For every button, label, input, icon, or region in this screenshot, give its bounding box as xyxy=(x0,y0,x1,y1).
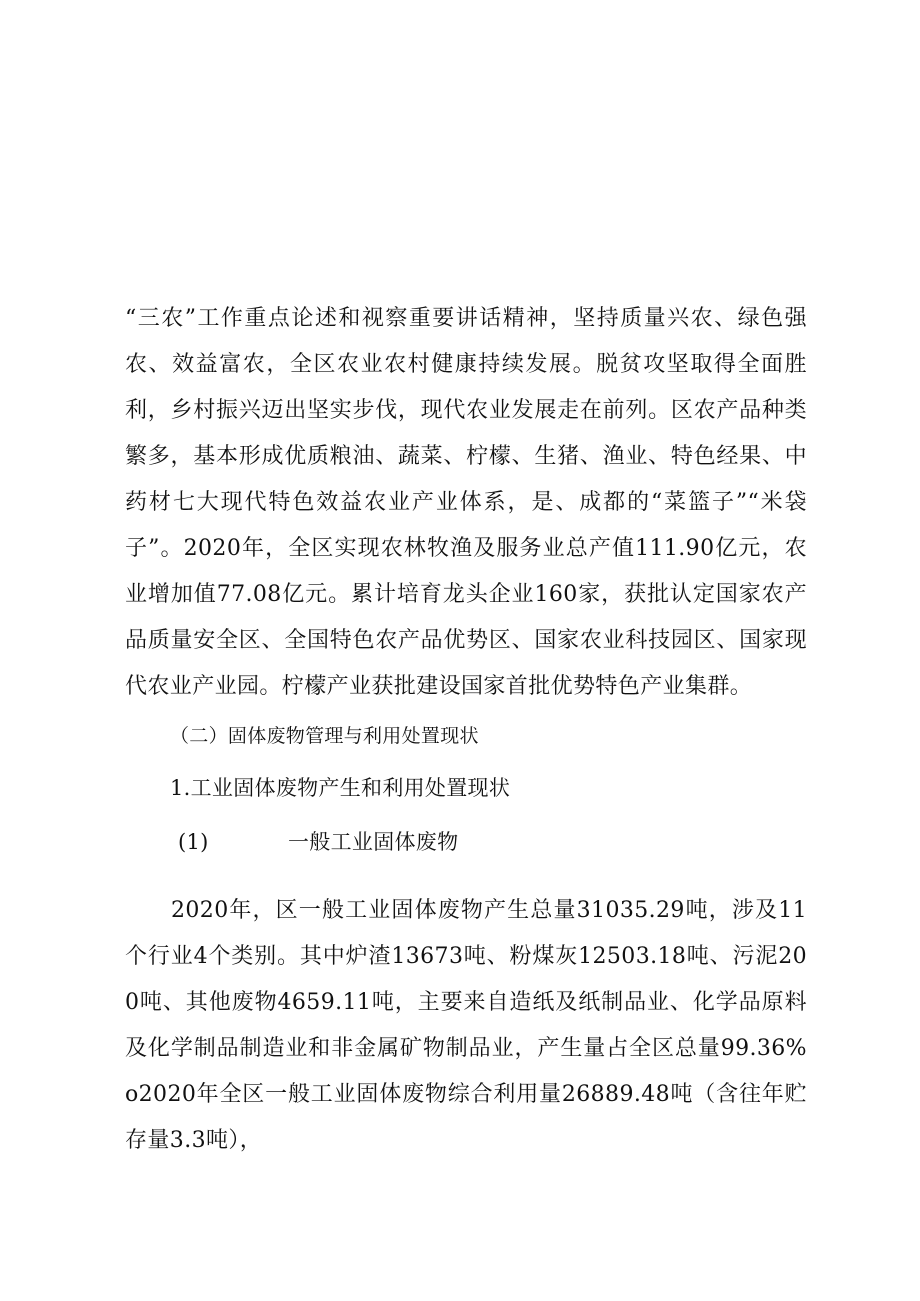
item-number: (1) xyxy=(178,830,209,854)
body-paragraph-solid-waste: 2020年，区一般工业固体废物产生总量31035.29吨，涉及11个行业4个类别。其中炉渣13673吨、粉煤灰12503.18吨、污泥200吨、其他废物4659.11吨，主要来自造纸及纸制品业、化学品原料及化学制品制造业和非金属矿物制品业，产生量占全区总量99.36%o2020年全区一般工业固体废物综合利用量26889.48吨（含往年贮存量3.3吨）， xyxy=(125,898,807,1153)
body-paragraph-agriculture: “三农”工作重点论述和视察重要讲话精神，坚持质量兴农、绿色强农、效益富农，全区农业农村健康持续发展。脱贫攻坚取得全面胜利，乡村振兴迈出坚实步伐，现代农业发展走在前列。区农产品种类繁多，基本形成优质粮油、蔬菜、柠檬、生猪、渔业、特色经果、中药材七大现代特色效益农业产业体系，是、成都的“菜篮子”“米袋子”。2020年，全区实现农林牧渔及服务业总产值111.90亿元，农业增加值77.08亿元。累计培育龙头企业160家，获批认定国家农产品质量安全区、全国特色农产品优势区、国家农业科技园区、国家现代农业产业园。柠檬产业获批建设国家首批优势特色产业集群。 xyxy=(125,306,807,699)
item-title: 一般工业固体废物 xyxy=(288,830,459,854)
section-heading: （二）固体废物管理与利用处置现状 xyxy=(170,725,479,747)
subsection-heading: 1.工业固体废物产生和利用处置现状 xyxy=(170,776,511,800)
item-heading xyxy=(178,822,458,862)
